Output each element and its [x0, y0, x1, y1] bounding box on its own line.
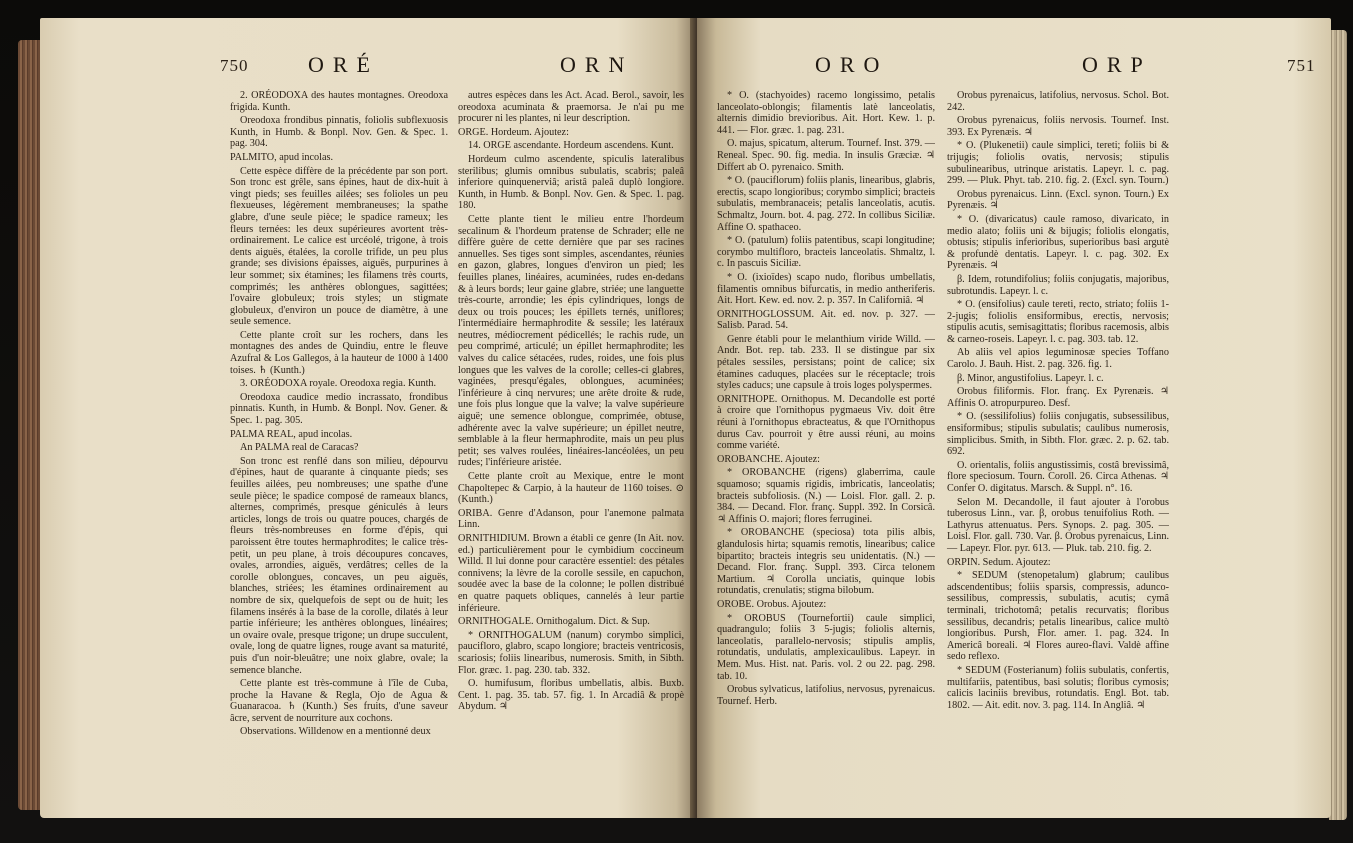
right-heading-orp: ORP: [1082, 52, 1152, 77]
paragraph: Selon M. Decandolle, il faut ajouter à l'orobus tuberosus Linn., var. β, orobus tenuifolius Roth. — Lathyrus attenuatus. Pers. Synops. 2. pag. 305. — Loisl. Flor. gall. 730. Var. β. Orobus pyrenaicus, Linn. — Lapeyr. Flor. pyr. 613. — Pluk. tab. 210. fig. 2.: [947, 496, 1169, 554]
paragraph: An PALMA real de Caracas?: [240, 442, 359, 454]
paragraph: Cette plante croît sur les rochers, dans les montagnes des andes de Quindiu, entre le fleuve Azufral & Los Gallegos, à la hauteur de 1000 à 1400 toises. ♄ (Kunth.): [230, 329, 448, 376]
paragraph: Cette espèce diffère de la précédente par son port. Son tronc est grêle, sans épines, haut de dix-huit à vingt pieds; ses feuilles ailées; ses folioles un peu flexueuses, légèrement membraneuses; la spathe glabre, d'une seule pièce; le spadice rameux; les fleurs ternées: les deux supérieures avortent très-ordinairement. Le calice est urcéolé, trigone, à trois dents aiguës, étalées, la corolle trifide, un peu plus grande; ses divisions épaisses, aiguës, purpurines à leur sommet; six étamines; les filamens très courts, comprimés; les anthères oblongues, sagittées; l'ovaire globuleux; trois styles; un stigmate globuleux, d'environ un pouce de diamètre, à une seule semence.: [230, 165, 448, 328]
paragraph: O. orientalis, foliis angustissimis, costâ brevissimâ, flore speciosum. Tourn. Coroll. 26. Circa Athenas. ♃ Confer O. digitatus. Marsch. & Suppl. n°. 16.: [947, 459, 1169, 494]
paragraph: Observations. Willdenow en a mentionné deux: [240, 726, 431, 738]
right-column-1: [717, 90, 935, 709]
paragraph: Ab aliis vel apios leguminosæ species Toffano Carolo. J. Bauh. Hist. 2. pag. 326. fig. 1.: [947, 347, 1169, 371]
paragraph: Hordeum culmo ascendente, spiculis lateralibus sterilibus; glumis omnibus subulatis, scabris; paleâ inferiore quinquenerviâ; aristâ paleâ duplò longiore. Kunth, in Humb. & Bonpl. Nov. Gen. & Spec. 1. pag. 180.: [458, 153, 684, 212]
paragraph: Orobus pyrenaicus, latifolius, nervosus. Schol. Bot. 242.: [947, 90, 1169, 113]
paragraph: Genre établi pour le melanthium viride Willd. — Andr. Bot. rep. tab. 233. Il se distingue par six pétales sessiles, persistans; point de calice; six étamines caduques, placées sur le réceptacle; trois styles caducs; une capsule à trois loges polyspermes.: [717, 333, 935, 392]
paragraph: 14. ORGE ascendante. Hordeum ascendens. Kunt.: [468, 140, 674, 152]
right-page-number: 751: [1287, 56, 1316, 75]
paragraph: Oreodoxa caudice medio incrassato, frondibus pinnatis. Kunth, in Humb. & Bonpl. Nov. Gener. & Spec. 1. pag. 305.: [230, 391, 448, 427]
paragraph: * ORNITHOGALUM (nanum) corymbo simplici, paucifloro, glabro, scapo longiore; bracteis ventricosis, scariosis; foliis linearibus, numerosis. Smith, in Sibth. Flor. græc. 1. pag. 230. tab. 332.: [458, 629, 684, 676]
paragraph: ORIBA. Genre d'Adanson, pour l'anemone palmata Linn.: [458, 507, 684, 531]
left-page-number: 750: [220, 56, 249, 75]
paragraph: Cette plante croît au Mexique, entre le mont Chapoltepec & Carpio, à la hauteur de 1160 toises. ⊙ (Kunth.): [458, 471, 684, 506]
paragraph: Oreodoxa frondibus pinnatis, foliolis subflexuosis Kunth, in Humb. & Bonpl. Nov. Gen. & Spec. 1. pag. 304.: [230, 115, 448, 150]
paragraph: Orobus pyrenaicus, foliis nervosis. Tournef. Inst. 393. Ex Pyrenæis. ♃: [947, 115, 1169, 138]
paragraph: OROBANCHE. Ajoutez:: [717, 453, 821, 465]
paragraph: Son tronc est renflé dans son milieu, dépourvu d'épines, haut de quarante à cinquante pieds; ses feuilles ailées, peu nombreuses; une spathe d'une seule pièce; le spadice composé de rameaux blancs, alternes, comprimés, presque géniculés à leurs articles, longs de trois ou quatre pouces, chargés de fleurs très-nombreuses en forme d'épis, qui paroissent être toutes hermaphrodites; le calice très-petit, un peu plane, à trois découpures concaves, ovales, arrondies, aiguës, verdâtres; celles de la corolle oblongues, concaves, un peu aiguës, blanches, striées; les étamines ordinairement au nombre de six, quelquefois de sept ou de huit; les filamens insérés à la base de la corolle, dilatés à leur partie inférieure; les anthères oblongues, linéaires; un ovaire ovale, presque trigone; un drupe succulent, ovale, long de quatre lignes, rouge avant sa maturité, puis d'un noir-bleuâtre; une noix glabre, ovale; la semence blanche.: [230, 455, 448, 676]
right-page: [697, 18, 1331, 818]
paragraph: * SEDUM (stenopetalum) glabrum; caulibus adscendentibus; foliis sparsis, compressis, adunco-sessilibus, compressis, subulatis, acutis; cymâ terminali, trichotomâ; petalis recurvatis; floribus sessilibus, decandris; petalis linearibus, calice multò longioribus. Pursh, Flor. amer. 1. pag. 324. In Americâ boreali. ♃ Flores aureo-flavi. Valdè affine sedo reflexo.: [947, 570, 1169, 663]
paragraph: autres espèces dans les Act. Acad. Berol., savoir, les oreodoxa acuminata & praemorsa. Je n'ai pu me procurer ni les plantes, ni leur description.: [458, 90, 684, 125]
left-heading-orn: ORN: [560, 52, 634, 77]
paragraph: * O. (Plukenetii) caule simplici, tereti; foliis bi & trijugis; foliolis ovatis, nervosis; stipulis subulinearibus, utrinque aristatis. Lapeyr. l. c. pag. 299. — Pluk. Phyt. tab. 210. fig. 2. (Excl. syn. Tourn.): [947, 140, 1169, 187]
left-column-1: [230, 90, 448, 740]
right-heading-oro: ORO: [815, 52, 889, 77]
paragraph: * O. (sessilifolius) foliis conjugatis, subsessilibus, ensiformibus; stipulis subulatis; caulibus numerosis, simplicibus. Smith, in Sibth. Flor. græc. 2. p. 62. tab. 692.: [947, 411, 1169, 458]
paragraph: 3. ORÉODOXA royale. Oreodoxa regia. Kunth.: [240, 378, 437, 390]
paragraph: * O. (stachyoides) racemo longissimo, petalis lanceolato-oblongis; filamentis latè lanceolatis, alternis dimidio brevioribus. Ait. Hort. Kew. 1. p. 441. — Flor. græc. 1. pag. 231.: [717, 90, 935, 136]
paragraph: 2. ORÉODOXA des hautes montagnes. Oreodoxa frigida. Kunth.: [230, 90, 448, 113]
paragraph: * O. (patulum) foliis patentibus, scapi longitudine; corymbo multifloro, bracteis lanceolatis. Shmaltz, l. c. In pascuis Siciliæ.: [717, 235, 935, 270]
paragraph: β. Idem, rotundifolius; foliis conjugatis, majoribus, subrotundis. Lapeyr. l. c.: [947, 273, 1169, 297]
paragraph: Cette plante est très-commune à l'île de Cuba, proche la Havane & Regla, Ojo de Agua & Guanaracoa. ♄ (Kunth.) Ses fruits, d'une saveur âcre, servent de nourriture aux cochons.: [230, 678, 448, 724]
paragraph: ORNITHOGLOSSUM. Ait. ed. nov. p. 327. — Salisb. Parad. 54.: [717, 308, 935, 332]
paragraph: ORNITHOPE. Ornithopus. M. Decandolle est porté à croire que l'ornithopus pygmaeus Viv. doit être réuni à l'ornithopus ebracteatus, & que l'Ornithopus durus Cav. pourroit y être aussi réuni, au moins comme variété.: [717, 393, 935, 452]
book-edge-right: [1329, 30, 1347, 820]
paragraph: ORNITHIDIUM. Brown a établi ce genre (In Ait. nov. ed.) particulièrement pour le cymbidium coccineum Willd. Il lui donne pour caractère essentiel: des pétales connivens; la lèvre de la corolle sessile, en capuchon, soudée avec la base de la colonne; le pollen distribué en quatre paquets obliques, cannelés à leur partie inférieure.: [458, 532, 684, 614]
paragraph: β. Minor, angustifolius. Lapeyr. l. c.: [957, 372, 1104, 384]
paragraph: Orobus filiformis. Flor. franç. Ex Pyrenæis. ♃ Affinis O. atropurpureo. Desf.: [947, 386, 1169, 409]
paragraph: ORGE. Hordeum. Ajoutez:: [458, 126, 569, 138]
left-column-2: [458, 90, 684, 715]
paragraph: * OROBANCHE (speciosa) tota pilis albis, glandulosis hirta; squamis remotis, linearibus; calice bipartito; bracteis integris seu unidentatis. (N.) — Decand. Flor. franç. Suppl. 393. Circa telonem Martium. ♃ Corolla unciatis, quinque lobis rotundatis, crenulatis; stigma bilobum.: [717, 527, 935, 597]
paragraph: Cette plante tient le milieu entre l'hordeum secalinum & l'hordeum pratense de Schrader; elle ne diffère guère de cette dernière que par ses racines annuelles. Ses tiges sont simples, ascendantes, réunies en gazon, glabres, longues d'environ un pied; les feuilles planes, linéaires, acuminées, rudes en-dedans & à leurs bords; leur gaine glabre, striée; une languette très-courte, arrondie; les épis cylindriques, longs de deux ou trois pouces; les épillets ternés, uniflores; l'intermédiaire hermaphrodite & sessile; les latéraux neutres, médiocrement pédicellés; le rachis rude, un peu comprimé, articulé; un épillet hermaphrodite; les valves du calice sétacées, rudes, roides, une fois plus longues que les valves de la corolle; celles-ci glabres, vaginées, presqu'égales, oblongues, acuminées; l'inférieure à cinq nervures; une arête droite & rude, une fois plus longue que la valve; la valve supérieure aiguë; une semence oblongue, comprimée, obtuse, adhérente avec la valve supérieure; un épillet neutre, semblable à la fleur hermaphrodite, mais un peu plus petit; ses valves roulées, linéaires-lancéolées, un peu rudes; l'inférieure aristée.: [458, 213, 684, 469]
paragraph: * OROBUS (Tournefortii) caule simplici, quadrangulo; foliis 3 5-jugis; foliolis alternis, lanceolatis, parallelo-nervosis; stipulis amplis, rotundatis, undulatis, amplexicaulibus. Lapeyr. in Mem. Mus. Hist. nat. Paris. vol. 2 ou 22. pag. 298. tab. 10.: [717, 612, 935, 682]
paragraph: * SEDUM (Fosterianum) foliis subulatis, confertis, multifariis, patentibus, basi solutis; floribus cymosis; calicis laciniis brevibus, rotundatis. Engl. Bot. tab. 1802. — Ait. edit. nov. 3. pag. 114. In Angliâ. ♃: [947, 664, 1169, 711]
paragraph: * O. (pauciflorum) foliis planis, linearibus, glabris, erectis, scapo longioribus; corymbo simplici; bracteis subulatis, membranaceis; petalis lanceolatis, acutis. Schmaltz, Journ. bot. 4. pag. 272. In collibus Siciliæ. Affine O. spathaceo.: [717, 175, 935, 233]
paragraph: OROBE. Orobus. Ajoutez:: [717, 598, 827, 610]
paragraph: O. majus, spicatum, alterum. Tournef. Inst. 379. — Reneal. Spec. 90. fig. media. In insulis Græciæ. ♃ Differt ab O. pyrenaico. Smith.: [717, 138, 935, 173]
paragraph: PALMITO, apud incolas.: [230, 151, 334, 163]
paragraph: Orobus pyrenaicus. Linn. (Excl. synon. Tourn.) Ex Pyrenæis. ♃: [947, 188, 1169, 212]
paragraph: PALMA REAL, apud incolas.: [230, 428, 353, 440]
paragraph: * OROBANCHE (rigens) glaberrima, caule squamoso; squamis rigidis, imbricatis, lanceolatis; bracteis subfoliosis. (N.) — Loisl. Flor. gall. 2. p. 384. — Decand. Flor. franç. Suppl. 392. In Corsicâ. ♃ Affinis O. majori; flores ferruginei.: [717, 467, 935, 525]
paragraph: Orobus sylvaticus, latifolius, nervosus, pyrenaicus. Tournef. Herb.: [717, 684, 935, 707]
left-heading-ore: ORÉ: [308, 52, 379, 77]
paragraph: O. humifusum, floribus umbellatis, albis. Buxb. Cent. 1. pag. 35. tab. 57. fig. 1. In Arcadiâ & propè Abydum. ♃: [458, 678, 684, 713]
paragraph: * O. (divaricatus) caule ramoso, divaricato, in medio alato; foliis uni & bijugis; foliolis elongatis, obtusis; stipulis inferioribus, superioribus basi argutè & profundè dentatis. Lapeyr. l. c. pag. 302. Ex Pyrenæis. ♃: [947, 213, 1169, 272]
paragraph: ORPIN. Sedum. Ajoutez:: [947, 556, 1051, 568]
left-page: [40, 18, 696, 818]
paragraph: * O. (ixioïdes) scapo nudo, floribus umbellatis, filamentis omnibus bifurcatis, in medio antheriferis. Ait. Hort. Kew. ed. nov. 2. p. 357. In Californiâ. ♃: [717, 271, 935, 307]
paragraph: ORNITHOGALE. Ornithogalum. Dict. & Sup.: [458, 616, 650, 628]
paragraph: * O. (ensifolius) caule tereti, recto, striato; foliis 1-2-jugis; foliolis ensiformibus, erectis, nervosis; stipulis acutis, semisagittatis; floribus racemosis, albis & carneo-roseis. Lapeyr. l. c. pag. 303. tab. 12.: [947, 299, 1169, 345]
right-column-2: [947, 90, 1169, 713]
